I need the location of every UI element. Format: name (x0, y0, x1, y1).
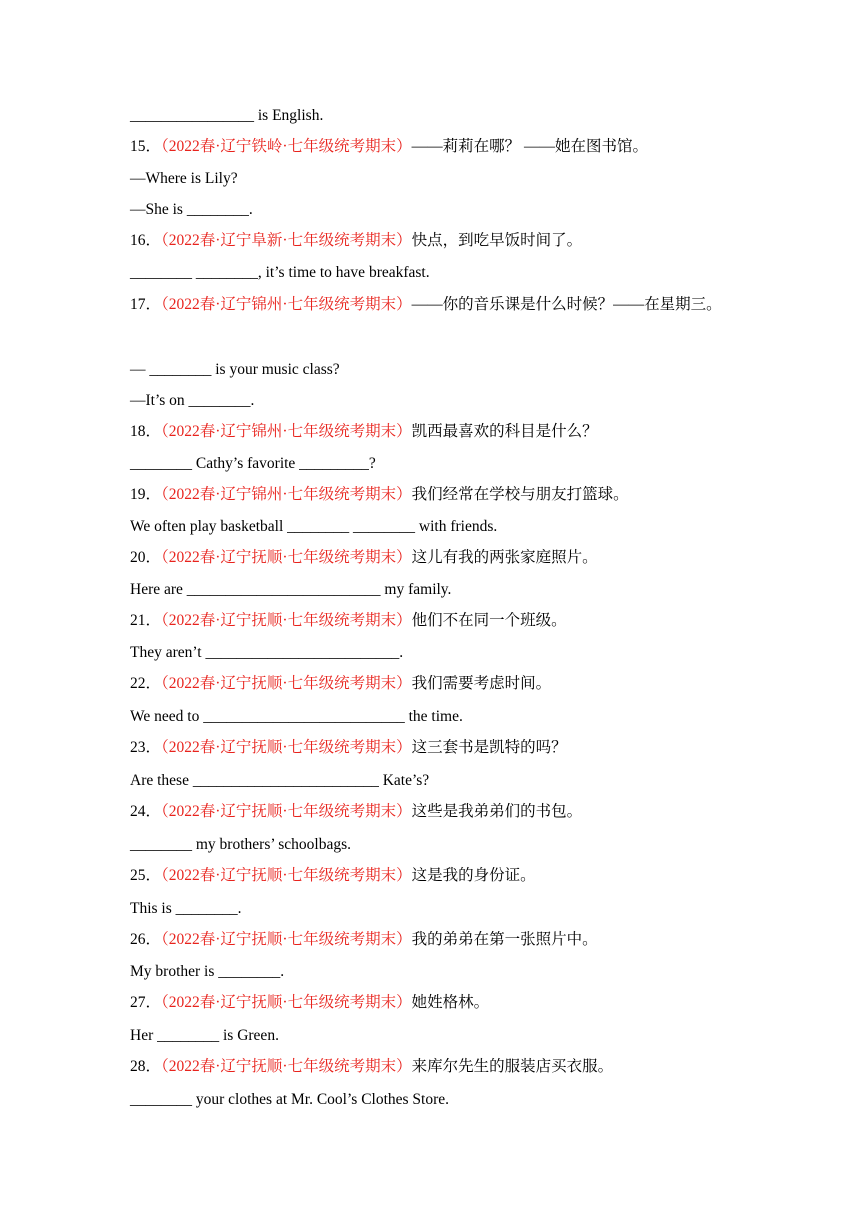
answer-line: My brother is ________. (130, 963, 285, 980)
question-number: 22． (130, 675, 162, 692)
question-line (130, 484, 750, 506)
question-chinese: 我们经常在学校与朋友打篮球。 (411, 486, 629, 503)
answer-line: — ________ is your music class? (130, 361, 340, 378)
question-line (130, 992, 750, 1014)
answer-line: ________ Cathy’s favorite _________? (130, 455, 376, 472)
question-number: 24． (130, 803, 162, 820)
question-source: （2022春·辽宁锦州·七年级统考期末） (161, 423, 412, 440)
question-line (130, 673, 750, 695)
answer-line: —She is ________. (130, 201, 253, 218)
question-source: （2022春·辽宁铁岭·七年级统考期末） (161, 138, 412, 155)
question-source: （2022春·辽宁抚顺·七年级统考期末） (161, 675, 412, 692)
question-source: （2022春·辽宁抚顺·七年级统考期末） (161, 1058, 412, 1075)
answer-line: ________ your clothes at Mr. Cool’s Clothes Store. (130, 1091, 450, 1108)
question-chinese: 我们需要考虑时间。 (411, 675, 552, 692)
question-chinese: 我的弟弟在第一张照片中。 (411, 931, 598, 948)
question-chinese: 他们不在同一个班级。 (411, 612, 567, 629)
question-chinese: 她姓格林。 (411, 994, 490, 1011)
question-line (130, 801, 750, 823)
answer-line: They aren’t _________________________. (130, 644, 404, 661)
question-number: 16． (130, 232, 162, 249)
question-number: 21． (130, 612, 162, 629)
question-source: （2022春·辽宁抚顺·七年级统考期末） (161, 994, 412, 1011)
question-number: 27． (130, 994, 162, 1011)
question-chinese: 来库尔先生的服装店买衣服。 (411, 1058, 614, 1075)
question-number: 23． (130, 739, 162, 756)
question-line (130, 610, 750, 632)
answer-line: Are these ________________________ Kate’s? (130, 772, 430, 789)
question-number: 26． (130, 931, 162, 948)
question-source: （2022春·辽宁抚顺·七年级统考期末） (161, 867, 412, 884)
question-number: 20． (130, 549, 162, 566)
question-number: 25． (130, 867, 162, 884)
question-chinese: 凯西最喜欢的科目是什么？ (411, 423, 598, 440)
answer-line: We often play basketball ________ ________ with friends. (130, 518, 498, 535)
question-number: 28． (130, 1058, 162, 1075)
answer-line: ________________ is English. (130, 107, 324, 124)
answer-line: We need to __________________________ the time. (130, 708, 463, 725)
question-chinese: 这些是我弟弟们的书包。 (411, 803, 583, 820)
question-number: 18． (130, 423, 162, 440)
question-number: 15． (130, 138, 162, 155)
answer-line: Here are _________________________ my family. (130, 581, 452, 598)
question-line (130, 865, 750, 887)
question-number: 17． (130, 296, 162, 313)
answer-line: ________ my brothers’ schoolbags. (130, 836, 351, 853)
question-chinese: 这是我的身份证。 (411, 867, 536, 884)
question-line (130, 289, 750, 321)
question-source: （2022春·辽宁抚顺·七年级统考期末） (161, 803, 412, 820)
answer-line: —It’s on ________. (130, 392, 255, 409)
question-chinese: ——你的音乐课是什么时候？——在星期三。 (411, 296, 722, 313)
question-chinese: 这三套书是凯特的吗？ (411, 739, 567, 756)
question-source: （2022春·辽宁锦州·七年级统考期末） (161, 486, 412, 503)
answer-line: Her ________ is Green. (130, 1027, 279, 1044)
answer-line: —Where is Lily? (130, 170, 238, 187)
question-line (130, 1056, 750, 1078)
answer-line: ________ ________, it’s time to have breakfast. (130, 264, 430, 281)
question-chinese: 快点，到吃早饭时间了。 (411, 232, 583, 249)
question-source: （2022春·辽宁阜新·七年级统考期末） (161, 232, 412, 249)
question-source: （2022春·辽宁抚顺·七年级统考期末） (161, 739, 412, 756)
question-number: 19． (130, 486, 162, 503)
question-line (130, 929, 750, 951)
question-line (130, 230, 750, 252)
question-chinese: ——莉莉在哪？ ——她在图书馆。 (411, 138, 648, 155)
question-line (130, 136, 750, 158)
question-line (130, 737, 750, 759)
question-source: （2022春·辽宁抚顺·七年级统考期末） (161, 931, 412, 948)
question-line (130, 547, 750, 569)
question-chinese: 这儿有我的两张家庭照片。 (411, 549, 598, 566)
question-source: （2022春·辽宁抚顺·七年级统考期末） (161, 549, 412, 566)
question-source: （2022春·辽宁抚顺·七年级统考期末） (161, 612, 412, 629)
question-line (130, 421, 750, 443)
question-source: （2022春·辽宁锦州·七年级统考期末） (161, 296, 412, 313)
answer-line: This is ________. (130, 900, 242, 917)
